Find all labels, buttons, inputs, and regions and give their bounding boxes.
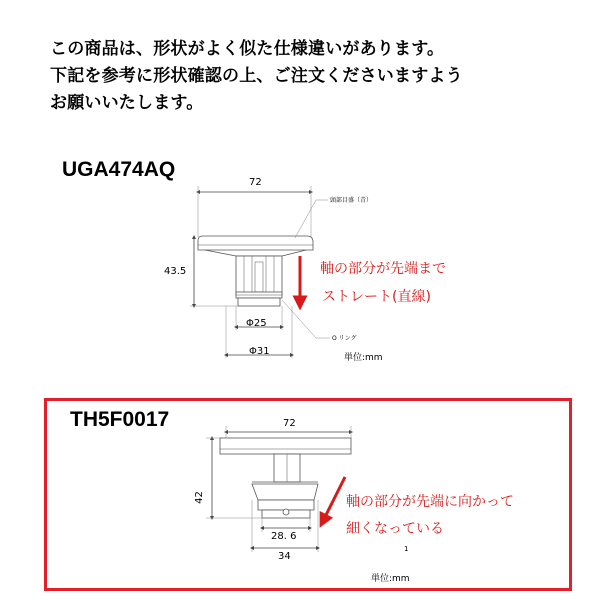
notice-line-1: この商品は、形状がよく似た仕様違いがあります。 [50,39,445,59]
part2-note-line-2: 細くなっている [346,521,444,537]
part2-dim-height: 42 [193,491,205,504]
part2-mark: 1 [404,545,409,553]
part1-unit: 単位:mm [344,353,383,363]
part1-dim-outer: Φ31 [249,346,270,357]
part1-drawing [190,186,330,358]
notice-line-3: お願いいたします。 [50,93,204,113]
part1-note-line-1: 軸の部分が先端まで [320,261,446,277]
notice-line-2: 下記を参考に形状確認の上、ご注文くださいますよう [50,66,463,86]
part1-note-line-2: ストレート(直線) [322,289,431,305]
part2-red-arrow [323,477,345,521]
part2-dim-inner: 28. 6 [271,531,297,542]
part2-unit: 単位:mm [371,574,410,584]
part1-model-label: UGA474AQ [62,158,176,181]
part1-leader-top: 頭部目盛（青） [330,197,373,204]
part1-leader-bottom: O リング [332,335,357,342]
part2-note-line-1: 軸の部分が先端に向かって [346,494,514,510]
part1-dim-height: 43.5 [164,266,187,277]
part2-dim-width: 72 [283,418,296,429]
part1-dim-inner: Φ25 [246,318,267,329]
part2-model-label: TH5F0017 [70,408,170,431]
part2-dim-outer: 34 [278,551,291,562]
part1-dim-width: 72 [249,177,262,188]
